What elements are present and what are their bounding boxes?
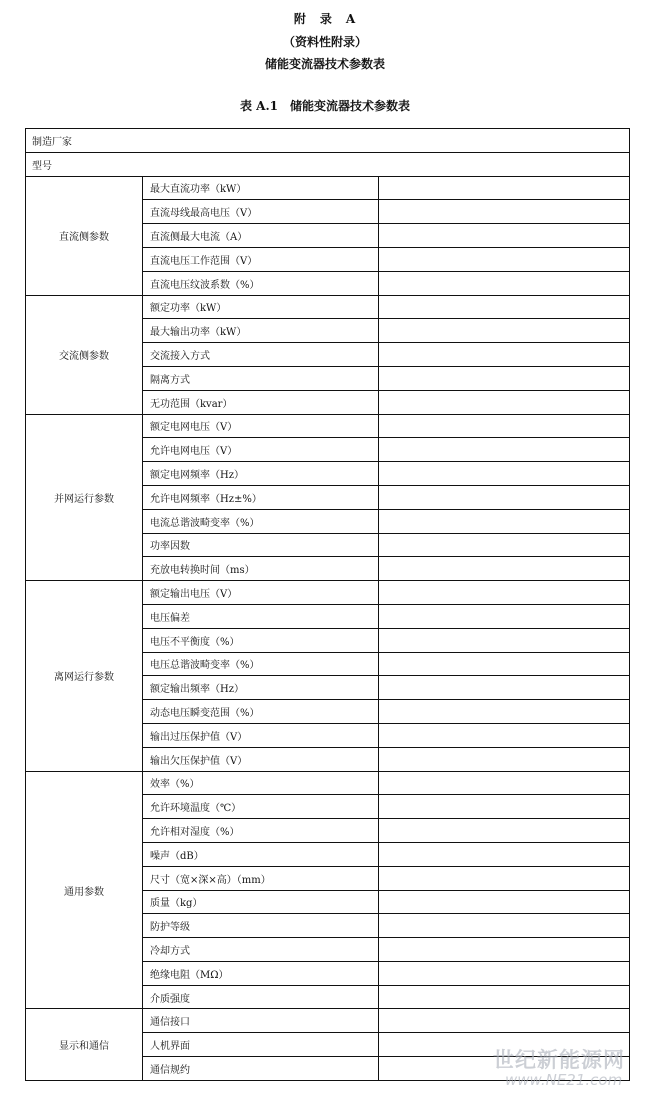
parameter-value-cell[interactable] xyxy=(379,390,630,414)
parameter-value-cell[interactable] xyxy=(379,866,630,890)
parameter-label: 额定输出频率（Hz） xyxy=(143,676,379,700)
parameter-value-cell[interactable] xyxy=(379,462,630,486)
parameter-label: 交流接入方式 xyxy=(143,343,379,367)
watermark-logo-text: 世纪新能源网 xyxy=(493,1048,625,1072)
parameter-label: 绝缘电阻（MΩ） xyxy=(143,961,379,985)
table-row xyxy=(26,295,630,319)
parameter-value-cell[interactable] xyxy=(379,271,630,295)
parameter-label: 动态电压瞬变范围（%） xyxy=(143,700,379,724)
header-field-label: 制造厂家 xyxy=(26,129,630,153)
parameter-value-cell[interactable] xyxy=(379,628,630,652)
table-row xyxy=(26,1009,630,1033)
parameter-value-cell[interactable] xyxy=(379,295,630,319)
parameter-value-cell[interactable] xyxy=(379,557,630,581)
table-row xyxy=(26,771,630,795)
parameter-value-cell[interactable] xyxy=(379,652,630,676)
appendix-type: （资料性附录） xyxy=(282,35,367,49)
parameter-table xyxy=(25,128,630,1081)
appendix-subject: 储能变流器技术参数表 xyxy=(264,57,385,71)
parameter-label: 直流母线最高电压（V） xyxy=(143,200,379,224)
parameter-label: 直流电压纹波系数（%） xyxy=(143,271,379,295)
group-label: 显示和通信 xyxy=(26,1009,143,1080)
group-label: 离网运行参数 xyxy=(26,581,143,771)
parameter-value-cell[interactable] xyxy=(379,771,630,795)
parameter-value-cell[interactable] xyxy=(379,938,630,962)
parameter-value-cell[interactable] xyxy=(379,819,630,843)
parameter-label: 隔离方式 xyxy=(143,366,379,390)
parameter-value-cell[interactable] xyxy=(379,319,630,343)
table-row xyxy=(26,152,630,176)
parameter-value-cell[interactable] xyxy=(379,1009,630,1033)
parameter-label: 功率因数 xyxy=(143,533,379,557)
parameter-label: 直流电压工作范围（V） xyxy=(143,247,379,271)
table-caption: 表 A.1 储能变流器技术参数表 xyxy=(239,99,411,113)
parameter-label: 人机界面 xyxy=(143,1033,379,1057)
parameter-label: 允许电网电压（V） xyxy=(143,438,379,462)
watermark-url: www.NE21.com xyxy=(505,1071,623,1089)
parameter-label: 额定电网电压（V） xyxy=(143,414,379,438)
group-label: 直流侧参数 xyxy=(26,176,143,295)
parameter-label: 电压偏差 xyxy=(143,604,379,628)
parameter-value-cell[interactable] xyxy=(379,224,630,248)
parameter-label: 通信接口 xyxy=(143,1009,379,1033)
parameter-value-cell[interactable] xyxy=(379,747,630,771)
parameter-label: 效率（%） xyxy=(143,771,379,795)
parameter-label: 无功范围（kvar） xyxy=(143,390,379,414)
parameter-value-cell[interactable] xyxy=(379,795,630,819)
group-label: 并网运行参数 xyxy=(26,414,143,581)
parameter-value-cell[interactable] xyxy=(379,343,630,367)
parameter-value-cell[interactable] xyxy=(379,438,630,462)
parameter-label: 充放电转换时间（ms） xyxy=(143,557,379,581)
parameter-label: 电压总谐波畸变率（%） xyxy=(143,652,379,676)
parameter-label: 输出过压保护值（V） xyxy=(143,723,379,747)
parameter-label: 防护等级 xyxy=(143,914,379,938)
parameter-value-cell[interactable] xyxy=(379,366,630,390)
parameter-label: 最大直流功率（kW） xyxy=(143,176,379,200)
parameter-label: 额定输出电压（V） xyxy=(143,581,379,605)
parameter-value-cell[interactable] xyxy=(379,842,630,866)
table-row xyxy=(26,414,630,438)
parameter-value-cell[interactable] xyxy=(379,700,630,724)
parameter-label: 最大输出功率（kW） xyxy=(143,319,379,343)
parameter-label: 允许环境温度（℃） xyxy=(143,795,379,819)
parameter-label: 输出欠压保护值（V） xyxy=(143,747,379,771)
parameter-label: 通信规约 xyxy=(143,1057,379,1081)
header-field-label: 型号 xyxy=(26,152,630,176)
parameter-label: 冷却方式 xyxy=(143,938,379,962)
parameter-value-cell[interactable] xyxy=(379,985,630,1009)
table-row xyxy=(26,176,630,200)
parameter-label: 质量（kg） xyxy=(143,890,379,914)
parameter-value-cell[interactable] xyxy=(379,961,630,985)
parameter-value-cell[interactable] xyxy=(379,890,630,914)
table-row xyxy=(26,581,630,605)
parameter-value-cell[interactable] xyxy=(379,200,630,224)
parameter-value-cell[interactable] xyxy=(379,723,630,747)
appendix-title: 附 录 A xyxy=(293,12,357,26)
parameter-value-cell[interactable] xyxy=(379,509,630,533)
parameter-value-cell[interactable] xyxy=(379,581,630,605)
parameter-label: 介质强度 xyxy=(143,985,379,1009)
parameter-label: 噪声（dB） xyxy=(143,842,379,866)
group-label: 通用参数 xyxy=(26,771,143,1009)
parameter-value-cell[interactable] xyxy=(379,176,630,200)
parameter-value-cell[interactable] xyxy=(379,914,630,938)
parameter-label: 额定功率（kW） xyxy=(143,295,379,319)
parameter-value-cell[interactable] xyxy=(379,485,630,509)
parameter-value-cell[interactable] xyxy=(379,604,630,628)
parameter-value-cell[interactable] xyxy=(379,533,630,557)
parameter-label: 尺寸（宽×深×高）（mm） xyxy=(143,866,379,890)
group-label: 交流侧参数 xyxy=(26,295,143,414)
parameter-label: 电流总谐波畸变率（%） xyxy=(143,509,379,533)
table-row xyxy=(26,129,630,153)
parameter-value-cell[interactable] xyxy=(379,247,630,271)
parameter-value-cell[interactable] xyxy=(379,676,630,700)
parameter-label: 允许电网频率（Hz±%） xyxy=(143,485,379,509)
parameter-label: 允许相对湿度（%） xyxy=(143,819,379,843)
parameter-label: 直流侧最大电流（A） xyxy=(143,224,379,248)
parameter-label: 电压不平衡度（%） xyxy=(143,628,379,652)
parameter-value-cell[interactable] xyxy=(379,414,630,438)
parameter-label: 额定电网频率（Hz） xyxy=(143,462,379,486)
